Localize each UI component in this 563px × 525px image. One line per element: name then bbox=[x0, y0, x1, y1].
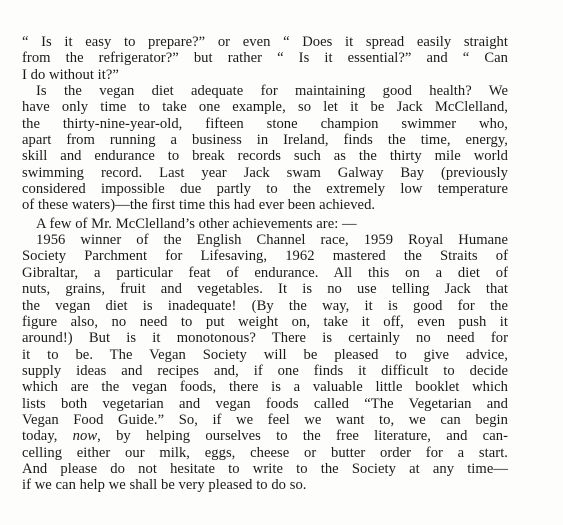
text-line: Society Parchment for Lifesaving, 1962 mastered the Straits of bbox=[22, 248, 508, 265]
text-line: from the refrigerator?” but rather “ Is it essential?” and “ Can bbox=[22, 50, 508, 67]
text-line: swimming record. Last year Jack swam Galway Bay (previously bbox=[22, 164, 508, 181]
text-line: celling either our milk, eggs, cheese or butter order for a start. bbox=[22, 444, 508, 461]
text-line: “ Is it easy to prepare?” or even “ Does it spread easily straight bbox=[22, 34, 508, 50]
text-line: considered impossible due partly to the extremely low temperature bbox=[22, 181, 508, 198]
text-line: figure also, no need to put weight on, take it off, even push it bbox=[22, 313, 508, 330]
text-line: it to be. The Vegan Society will be pleased to give advice, bbox=[22, 346, 508, 363]
article-text bbox=[22, 34, 508, 494]
text-line: I do without it?” bbox=[22, 66, 119, 83]
text-line: of these waters)—the first time this had ever been achieved. bbox=[22, 197, 376, 214]
paragraph-start-line: Is the vegan diet adequate for maintaining good health? We bbox=[36, 83, 508, 100]
text-line: skill and endurance to break records such as the thirty mile world bbox=[22, 148, 508, 165]
text-line: which are the vegan foods, there is a valuable little booklet which bbox=[22, 379, 508, 396]
text-line: around!) But is it monotonous? There is certainly no need for bbox=[22, 330, 508, 347]
text-line: lists both vegetarian and vegan foods called “The Vegetarian and bbox=[22, 395, 508, 412]
text-line: the thirty-nine-year-old, fifteen stone champion swimmer who, bbox=[22, 115, 508, 132]
text-line: supply ideas and recipes and, if one finds it difficult to decide bbox=[22, 362, 508, 379]
text-line: the vegan diet is inadequate! (By the way, it is good for the bbox=[22, 297, 508, 314]
text-line: nuts, grains, fruit and vegetables. It is no use telling Jack that bbox=[22, 281, 508, 298]
text-line: if we can help we shall be very pleased to do so. bbox=[22, 477, 307, 494]
text-line: apart from running a business in Ireland, finds the time, energy, bbox=[22, 132, 508, 149]
text-line: Vegan Food Guide.” So, if we feel we want to, we can begin bbox=[22, 411, 508, 428]
paragraph-start-line: 1956 winner of the English Channel race, 1959 Royal Humane bbox=[36, 232, 508, 249]
emphasis-now: now bbox=[72, 428, 98, 445]
text-line: today, now, by helping ourselves to the free literature, and can- bbox=[22, 428, 508, 445]
paragraph-start-line: A few of Mr. McClelland’s other achievements are: — bbox=[36, 215, 357, 232]
text-line: And please do not hesitate to write to the Society at any time— bbox=[22, 460, 508, 477]
text-line: have only time to take one example, so let it be Jack McClelland, bbox=[22, 99, 508, 116]
text-line: Gibraltar, a particular feat of endurance. All this on a diet of bbox=[22, 264, 508, 281]
